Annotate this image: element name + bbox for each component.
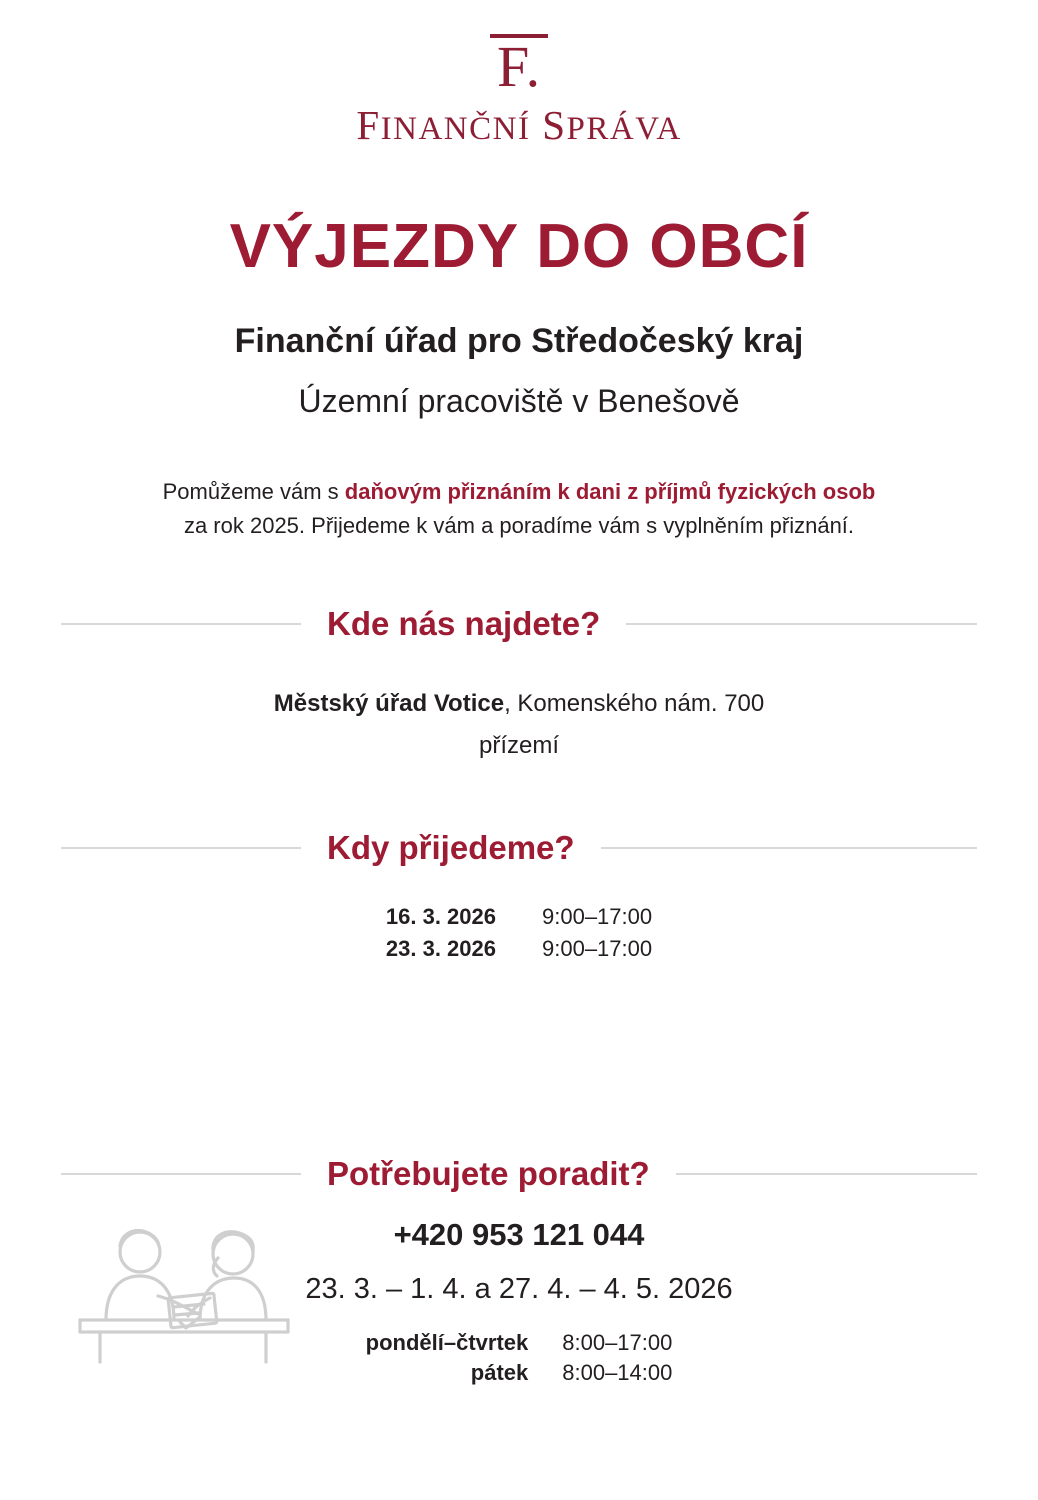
office-name: Finanční úřad pro Středočeský kraj bbox=[234, 322, 804, 360]
table-row bbox=[386, 933, 652, 965]
page-title: VÝJEZDY DO OBCÍ bbox=[229, 212, 809, 281]
divider-left bbox=[61, 1173, 301, 1175]
intro-paragraph bbox=[0, 475, 1038, 543]
advice-date-range: 23. 3. – 1. 4. a 27. 4. – 4. 5. 2026 bbox=[305, 1273, 733, 1305]
hours-time: 8:00–17:00 bbox=[562, 1330, 673, 1355]
intro-line2: za rok 2025. Přijedeme k vám a poradíme vám s vyplněním přiznání. bbox=[183, 513, 855, 538]
consultation-illustration-icon bbox=[70, 1180, 300, 1370]
visit-date: 23. 3. 2026 bbox=[385, 936, 496, 961]
contact-phone[interactable]: +420 953 121 044 bbox=[393, 1217, 645, 1252]
section-heading-where bbox=[61, 605, 977, 643]
logo-letter-f: F. bbox=[496, 34, 542, 99]
logo-wordmark: FINANČNÍ SPRÁVA bbox=[356, 102, 682, 148]
where-heading: Kde nás najdete? bbox=[327, 605, 601, 642]
hours-day: pátek bbox=[470, 1360, 529, 1385]
where-place: Městský úřad Votice bbox=[273, 690, 505, 717]
intro-line1-pre: Pomůžeme vám s bbox=[162, 479, 345, 504]
office-hours-table bbox=[366, 1328, 673, 1388]
where-floor: přízemí bbox=[478, 732, 559, 759]
divider-right bbox=[676, 1173, 977, 1175]
divider-left bbox=[61, 847, 301, 849]
table-row bbox=[386, 901, 652, 933]
visit-schedule-table bbox=[386, 901, 652, 965]
table-row bbox=[366, 1328, 673, 1358]
hours-time: 8:00–14:00 bbox=[562, 1360, 673, 1385]
divider-right bbox=[601, 847, 977, 849]
where-details bbox=[0, 683, 1038, 767]
where-address-line bbox=[0, 683, 1038, 725]
intro-line1-bold: daňovým přiznáním k dani z příjmů fyzických osob bbox=[344, 479, 876, 504]
divider-left bbox=[61, 623, 301, 625]
hours-day: pondělí–čtvrtek bbox=[365, 1330, 529, 1355]
visit-date: 16. 3. 2026 bbox=[385, 904, 496, 929]
where-address: , Komenského nám. 700 bbox=[504, 690, 765, 717]
divider-right bbox=[626, 623, 977, 625]
visit-time: 9:00–17:00 bbox=[542, 936, 653, 961]
advice-heading: Potřebujete poradit? bbox=[327, 1155, 650, 1192]
brand-logo bbox=[0, 0, 1038, 149]
visit-time: 9:00–17:00 bbox=[542, 904, 653, 929]
section-heading-when bbox=[61, 829, 977, 867]
when-heading: Kdy přijedeme? bbox=[327, 829, 575, 866]
branch-name: Územní pracoviště v Benešově bbox=[298, 383, 740, 419]
table-row bbox=[366, 1358, 673, 1388]
financni-sprava-logo-icon bbox=[484, 34, 554, 100]
